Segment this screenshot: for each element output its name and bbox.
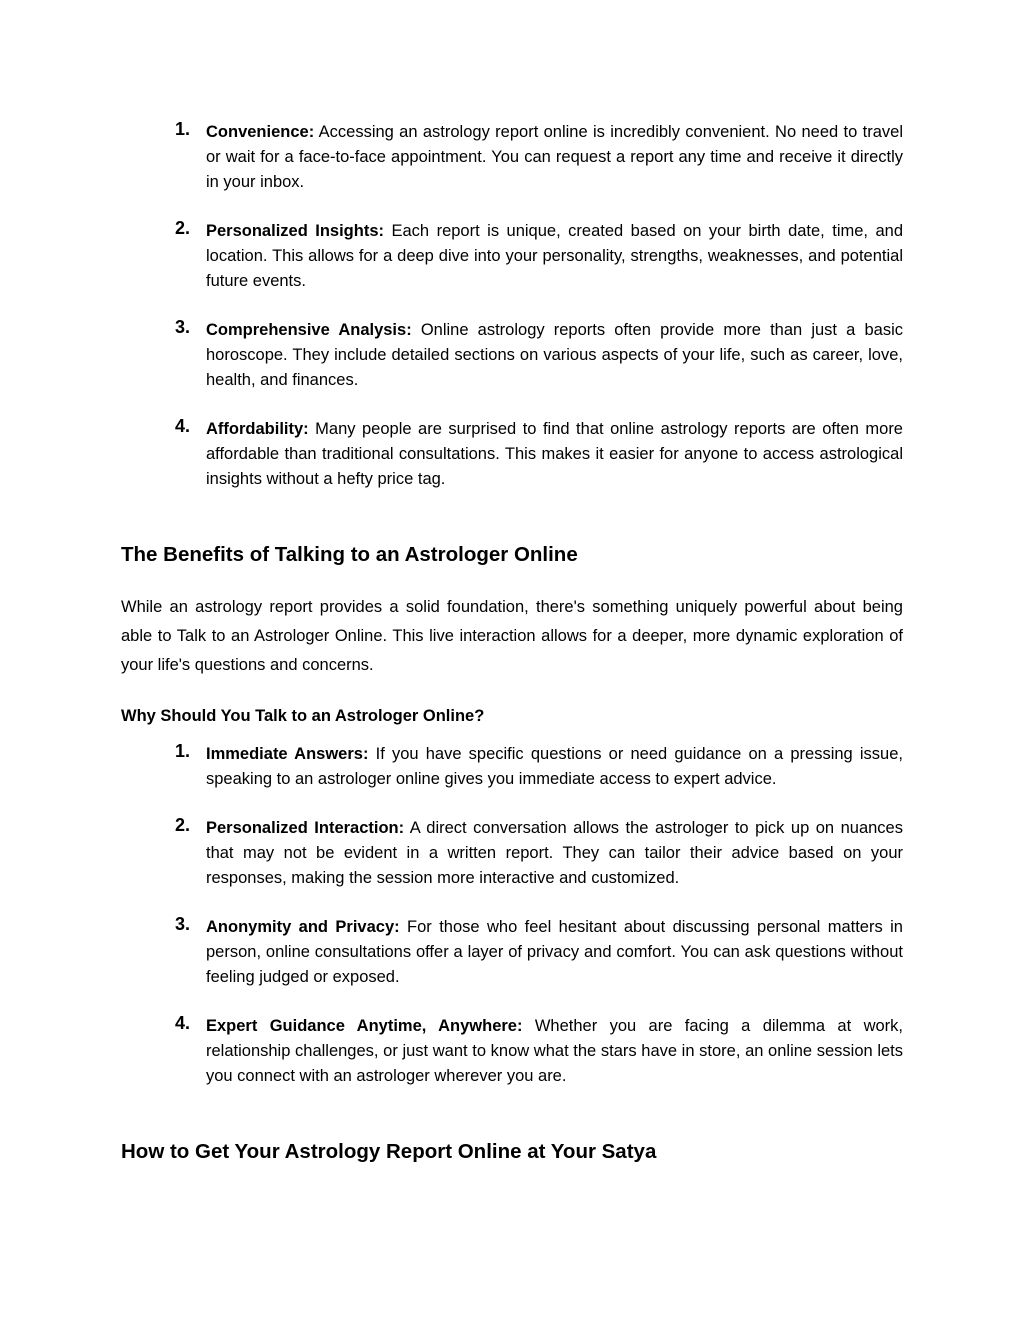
list-item-affordability: [121, 417, 903, 492]
list-number: 3.: [175, 914, 191, 934]
list-item-text: If you have specific questions or need guidance on a pressing issue, speaking to an astrologer online gives you immediate access to expert advice.: [206, 745, 903, 788]
list-number: 1.: [175, 741, 191, 761]
list-item-text: Accessing an astrology report online is incredibly convenient. No need to travel or wait for a face-to-face appointment. You can request a report any time and receive it directly in your inbox.: [206, 123, 903, 191]
list-item-personalized-interaction: [121, 816, 903, 891]
list-item-text: Many people are surprised to find that online astrology reports are often more affordable than traditional consultations. This makes it easier for anyone to access astrological insights without a hefty price tag.: [206, 420, 903, 488]
list-number: 1.: [175, 119, 191, 139]
list-item-title: Anonymity and Privacy:: [206, 918, 400, 936]
subheading-why-talk: Why Should You Talk to an Astrologer Online?: [121, 707, 485, 725]
list-number: 4.: [175, 416, 191, 436]
list-item-text: For those who feel hesitant about discussing personal matters in person, online consultations offer a layer of privacy and comfort. You can ask questions without feeling judged or exposed.: [206, 918, 903, 986]
section-paragraph-benefits: While an astrology report provides a solid foundation, there's something uniquely powerful about being able to Talk to an Astrologer Online. This live interaction allows for a deeper, more dynamic exploration of your life's questions and concerns.: [121, 598, 903, 674]
list-item-title: Convenience:: [206, 123, 315, 141]
list-number: 4.: [175, 1013, 191, 1033]
list-item-text: Each report is unique, created based on your birth date, time, and location. This allows for a deep dive into your personality, strengths, weaknesses, and potential future events.: [206, 222, 903, 290]
section-heading-how-to: How to Get Your Astrology Report Online at Your Satya: [121, 1140, 657, 1163]
list-item-anonymity-privacy: [121, 915, 903, 990]
list-number: 3.: [175, 317, 191, 337]
list-item-title: Immediate Answers:: [206, 745, 369, 763]
list-item-title: Expert Guidance Anytime, Anywhere:: [206, 1017, 523, 1035]
benefits-list-report: [121, 120, 903, 492]
list-number: 2.: [175, 218, 191, 238]
list-item-text: Online astrology reports often provide more than just a basic horoscope. They include detailed sections on various aspects of your life, such as career, love, health, and finances.: [206, 321, 903, 389]
benefits-list-talk: [121, 742, 903, 1089]
list-number: 2.: [175, 815, 191, 835]
list-item-title: Personalized Insights:: [206, 222, 385, 240]
list-item-expert-guidance: [121, 1014, 903, 1089]
list-item-title: Affordability:: [206, 420, 309, 438]
section-heading-benefits: The Benefits of Talking to an Astrologer Online: [121, 543, 578, 566]
list-item-comprehensive-analysis: [121, 318, 903, 393]
list-item-immediate-answers: [121, 742, 903, 792]
list-item-personalized-insights: [121, 219, 903, 294]
list-item-convenience: [121, 120, 903, 195]
list-item-title: Comprehensive Analysis:: [206, 321, 412, 339]
list-item-text: A direct conversation allows the astrologer to pick up on nuances that may not be evident in a written report. They can tailor their advice based on your responses, making the session more interactive and customized.: [206, 819, 903, 887]
list-item-title: Personalized Interaction:: [206, 819, 405, 837]
list-item-text: Whether you are facing a dilemma at work, relationship challenges, or just want to know what the stars have in store, an online session lets you connect with an astrologer wherever you are.: [206, 1017, 903, 1085]
